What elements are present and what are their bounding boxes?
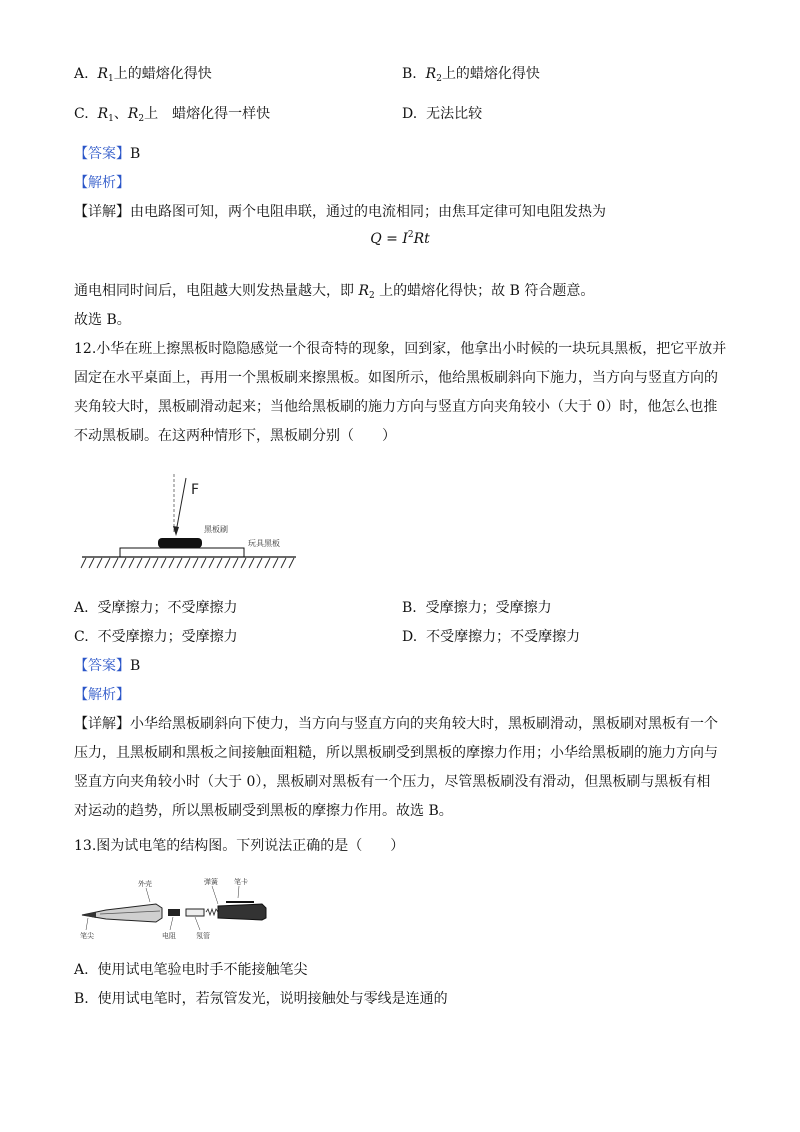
neon-leader xyxy=(195,917,200,930)
q13-stem: 13.图为试电笔的结构图。下列说法正确的是（ ） xyxy=(74,838,405,854)
q11-formula: $Q = I^2Rt$ xyxy=(370,230,430,247)
spring xyxy=(206,909,218,915)
q12-stem-line-1: 12.小华在班上擦黑板时隐隐感觉一个很奇特的现象，回到家，他拿出小时候的一块玩具黑板，把它平放并 xyxy=(74,341,727,357)
force-arrow xyxy=(176,478,186,532)
resistor-leader xyxy=(170,917,173,930)
q12-stem-line-4: 不动黑板刷。在这两种情形下，黑板刷分别（ ） xyxy=(74,428,396,444)
shell-leader xyxy=(146,888,150,902)
q11-option-c: C. $R_1$、$R_2$上 蜡熔化得一样快 xyxy=(74,106,271,124)
q12-option-d: D. 不受摩擦力；不受摩擦力 xyxy=(402,629,581,645)
cap-label: 笔卡 xyxy=(234,878,248,886)
spring-label: 弹簧 xyxy=(204,878,218,886)
board-label: 玩具黑板 xyxy=(248,539,280,548)
q11-option-b: B. $R_2$上的蜡熔化得快 xyxy=(402,66,540,84)
spring-leader xyxy=(212,886,218,904)
pen-tip xyxy=(82,912,96,918)
q12-option-a: A. 受摩擦力；不受摩擦力 xyxy=(74,600,238,616)
q11-option-d: D. 无法比较 xyxy=(402,106,483,122)
q12-option-c: C. 不受摩擦力；受摩擦力 xyxy=(74,629,238,645)
blackboard-brush xyxy=(158,538,202,548)
q11-detail-line-2: 通电相同时间后，电阻越大则发热量越大，即 $R_2$ 上的蜡熔化得快；故 B 符合题意。 xyxy=(74,283,595,301)
shell-label: 外壳 xyxy=(138,880,152,888)
q12-detail-line-2: 压力，且黑板刷和黑板之间接触面粗糙，所以黑板刷受到黑板的摩擦力作用；小华给黑板刷的施力方向与 xyxy=(74,745,718,761)
tip-label: 笔尖 xyxy=(80,932,94,940)
q11-answer: 【答案】B xyxy=(74,146,141,162)
force-label: F xyxy=(191,482,200,498)
toy-blackboard xyxy=(120,548,244,557)
q13-option-a: A. 使用试电笔验电时手不能接触笔尖 xyxy=(74,962,308,978)
neon-tube xyxy=(186,909,204,916)
neon-label: 氖管 xyxy=(196,932,210,940)
resistor xyxy=(168,909,180,916)
q11-analysis-tag: 【解析】 xyxy=(74,175,130,191)
q12-stem-line-2: 固定在水平桌面上，再用一个黑板刷来擦黑板。如图所示，他给黑板刷斜向下施力，当方向与竖直方向的 xyxy=(74,370,718,386)
blackboard-brush-figure xyxy=(78,470,300,578)
test-pen-figure xyxy=(76,874,276,944)
q12-answer: 【答案】B xyxy=(74,658,141,674)
q12-analysis-tag: 【解析】 xyxy=(74,687,130,703)
brush-label: 黑板刷 xyxy=(204,525,228,534)
tip-leader xyxy=(86,918,88,930)
resistor-label: 电阻 xyxy=(162,932,176,940)
cap-leader xyxy=(238,886,239,898)
q12-detail-line-4: 对运动的趋势，所以黑板刷受到黑板的摩擦力作用。故选 B。 xyxy=(74,803,453,819)
pen-cap xyxy=(218,904,266,920)
q12-option-b: B. 受摩擦力；受摩擦力 xyxy=(402,600,552,616)
q13-option-b: B. 使用试电笔时，若氖管发光，说明接触处与零线是连通的 xyxy=(74,991,448,1007)
q12-detail-line-3: 竖直方向夹角较小时（大于 0），黑板刷对黑板有一个压力，尽管黑板刷没有滑动，但黑板刷与黑板有相 xyxy=(74,774,711,790)
q11-option-a: A. $R_1$上的蜡熔化得快 xyxy=(74,66,212,84)
q12-stem-line-3: 夹角较大时，黑板刷滑动起来；当他给黑板刷的施力方向与竖直方向夹角较小（大于 0）时，他怎么也推 xyxy=(74,399,718,415)
ground-hatching xyxy=(81,558,294,568)
q12-detail-line-1: 【详解】小华给黑板刷斜向下使力，当方向与竖直方向的夹角较大时，黑板刷滑动，黑板刷对黑板有一个 xyxy=(74,716,718,732)
q11-conclusion: 故选 B。 xyxy=(74,312,131,328)
q11-detail-line-1: 【详解】由电路图可知，两个电阻串联，通过的电流相同；由焦耳定律可知电阻发热为 xyxy=(74,204,606,220)
